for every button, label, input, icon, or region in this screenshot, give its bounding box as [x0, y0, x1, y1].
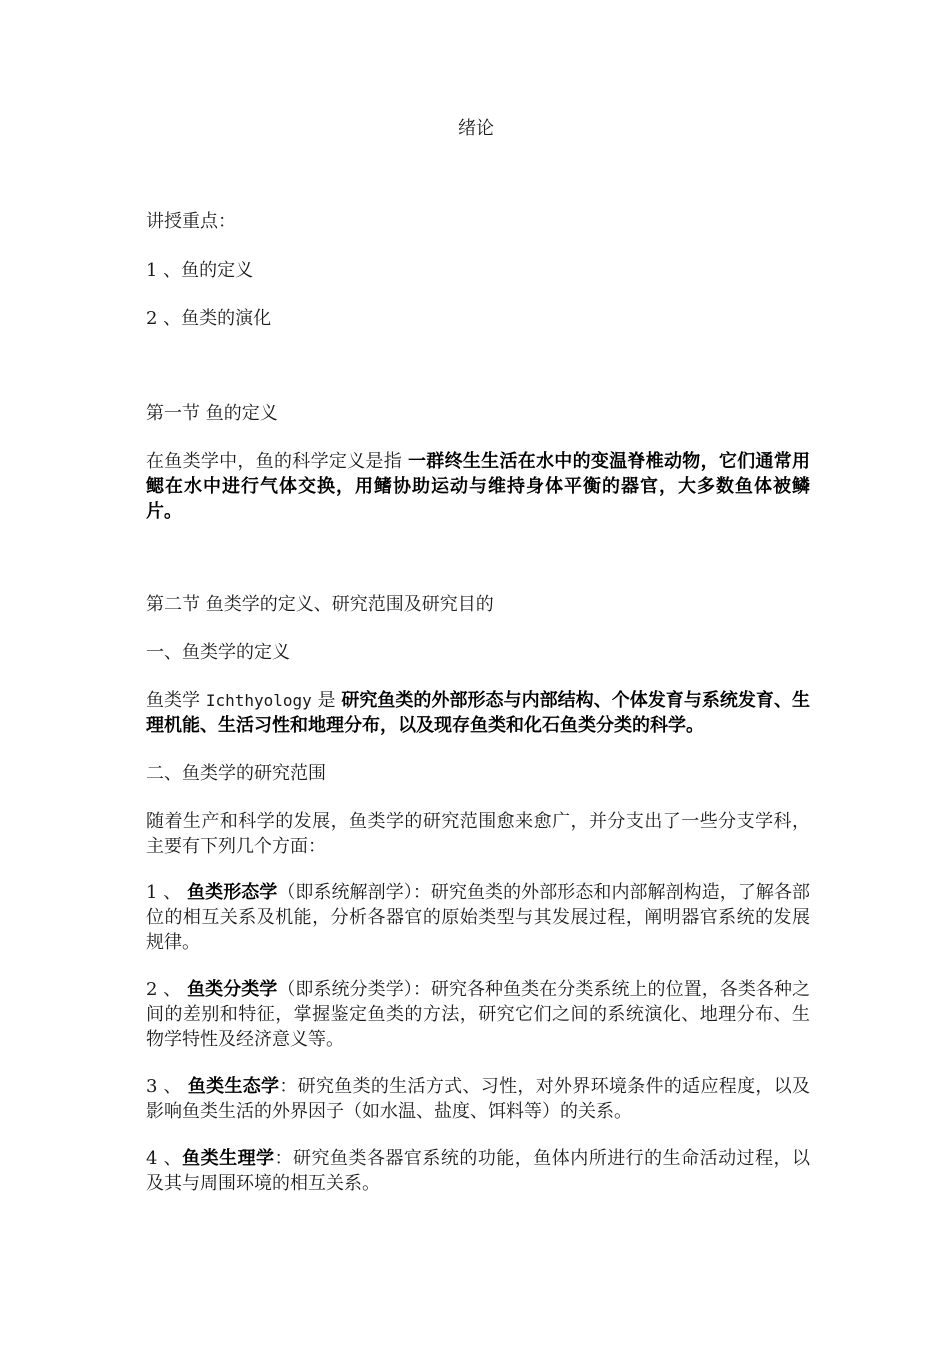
key-point-item-1: 1 、鱼的定义 [146, 260, 254, 281]
key-points-heading: 讲授重点： [146, 211, 236, 232]
list-item [146, 977, 810, 1052]
fish-definition-text: 一群终生生活在水中的变温脊椎动物，它们通常用鳃在水中进行气体交换，用鳍协助运动与维持身体平衡的器官，大多数鱼体被鳞片。 [146, 451, 811, 522]
list-item-term: 鱼类生态学 [187, 1076, 280, 1097]
list-item-number: 3 、 [146, 1076, 188, 1097]
section2-heading: 第二节 鱼类学的定义、研究范围及研究目的 [146, 594, 494, 615]
ichthyology-definition-paragraph [146, 688, 810, 738]
research-scope-heading: 二、鱼类学的研究范围 [146, 763, 326, 784]
ichthyology-is: 是 [311, 690, 342, 711]
research-scope-intro: 随着生产和科学的发展，鱼类学的研究范围愈来愈广，并分支出了一些分支学科，主要有下列几个方面： [146, 811, 810, 857]
ichthyology-term: Ichthyology [205, 691, 312, 710]
list-item-description: （即系统解剖学）：研究鱼类的外部形态和内部解剖构造，了解各部位的相互关系及机能，分析各器官的原始类型与其发展过程，阐明器官系统的发展规律。 [146, 882, 811, 953]
list-item [146, 880, 810, 955]
ichthyology-prefix: 鱼类学 [146, 690, 206, 711]
section1-heading: 第一节 鱼的定义 [146, 403, 278, 424]
ichthyology-definition-text: 研究鱼类的外部形态与内部结构、个体发育与系统发育、生理机能、生活习性和地理分布，以及现存鱼类和化石鱼类分类的科学。 [146, 690, 810, 736]
list-item-description: ：研究鱼类的生活方式、习性，对外界环境条件的适应程度，以及影响鱼类生活的外界因子（如水温、盐度、饵料等）的关系。 [146, 1076, 811, 1122]
list-item-term: 鱼类形态学 [187, 882, 278, 903]
list-item-description: （即系统分类学）：研究各种鱼类在分类系统上的位置，各类各种之间的差别和特征，掌握鉴定鱼类的方法，研究它们之间的系统演化、地理分布、生物学特性及经济意义等。 [146, 979, 811, 1050]
fish-definition-paragraph [146, 449, 810, 524]
list-item [146, 1146, 810, 1196]
key-point-item-2: 2 、鱼类的演化 [146, 308, 272, 329]
list-item-term: 鱼类分类学 [187, 979, 278, 1000]
ichthyology-definition-heading: 一、鱼类学的定义 [146, 642, 290, 663]
list-item-term: 鱼类生理学 [182, 1148, 275, 1169]
page-title: 绪论 [458, 118, 494, 139]
list-item-number: 1 、 [146, 882, 188, 903]
list-item [146, 1074, 810, 1124]
list-item-number: 2 、 [146, 979, 188, 1000]
list-item-number: 4 、 [146, 1148, 183, 1169]
list-item-description: ：研究鱼类各器官系统的功能，鱼体内所进行的生命活动过程，以及其与周围环境的相互关系。 [146, 1148, 810, 1194]
fish-definition-intro: 在鱼类学中，鱼的科学定义是指 [146, 451, 402, 472]
